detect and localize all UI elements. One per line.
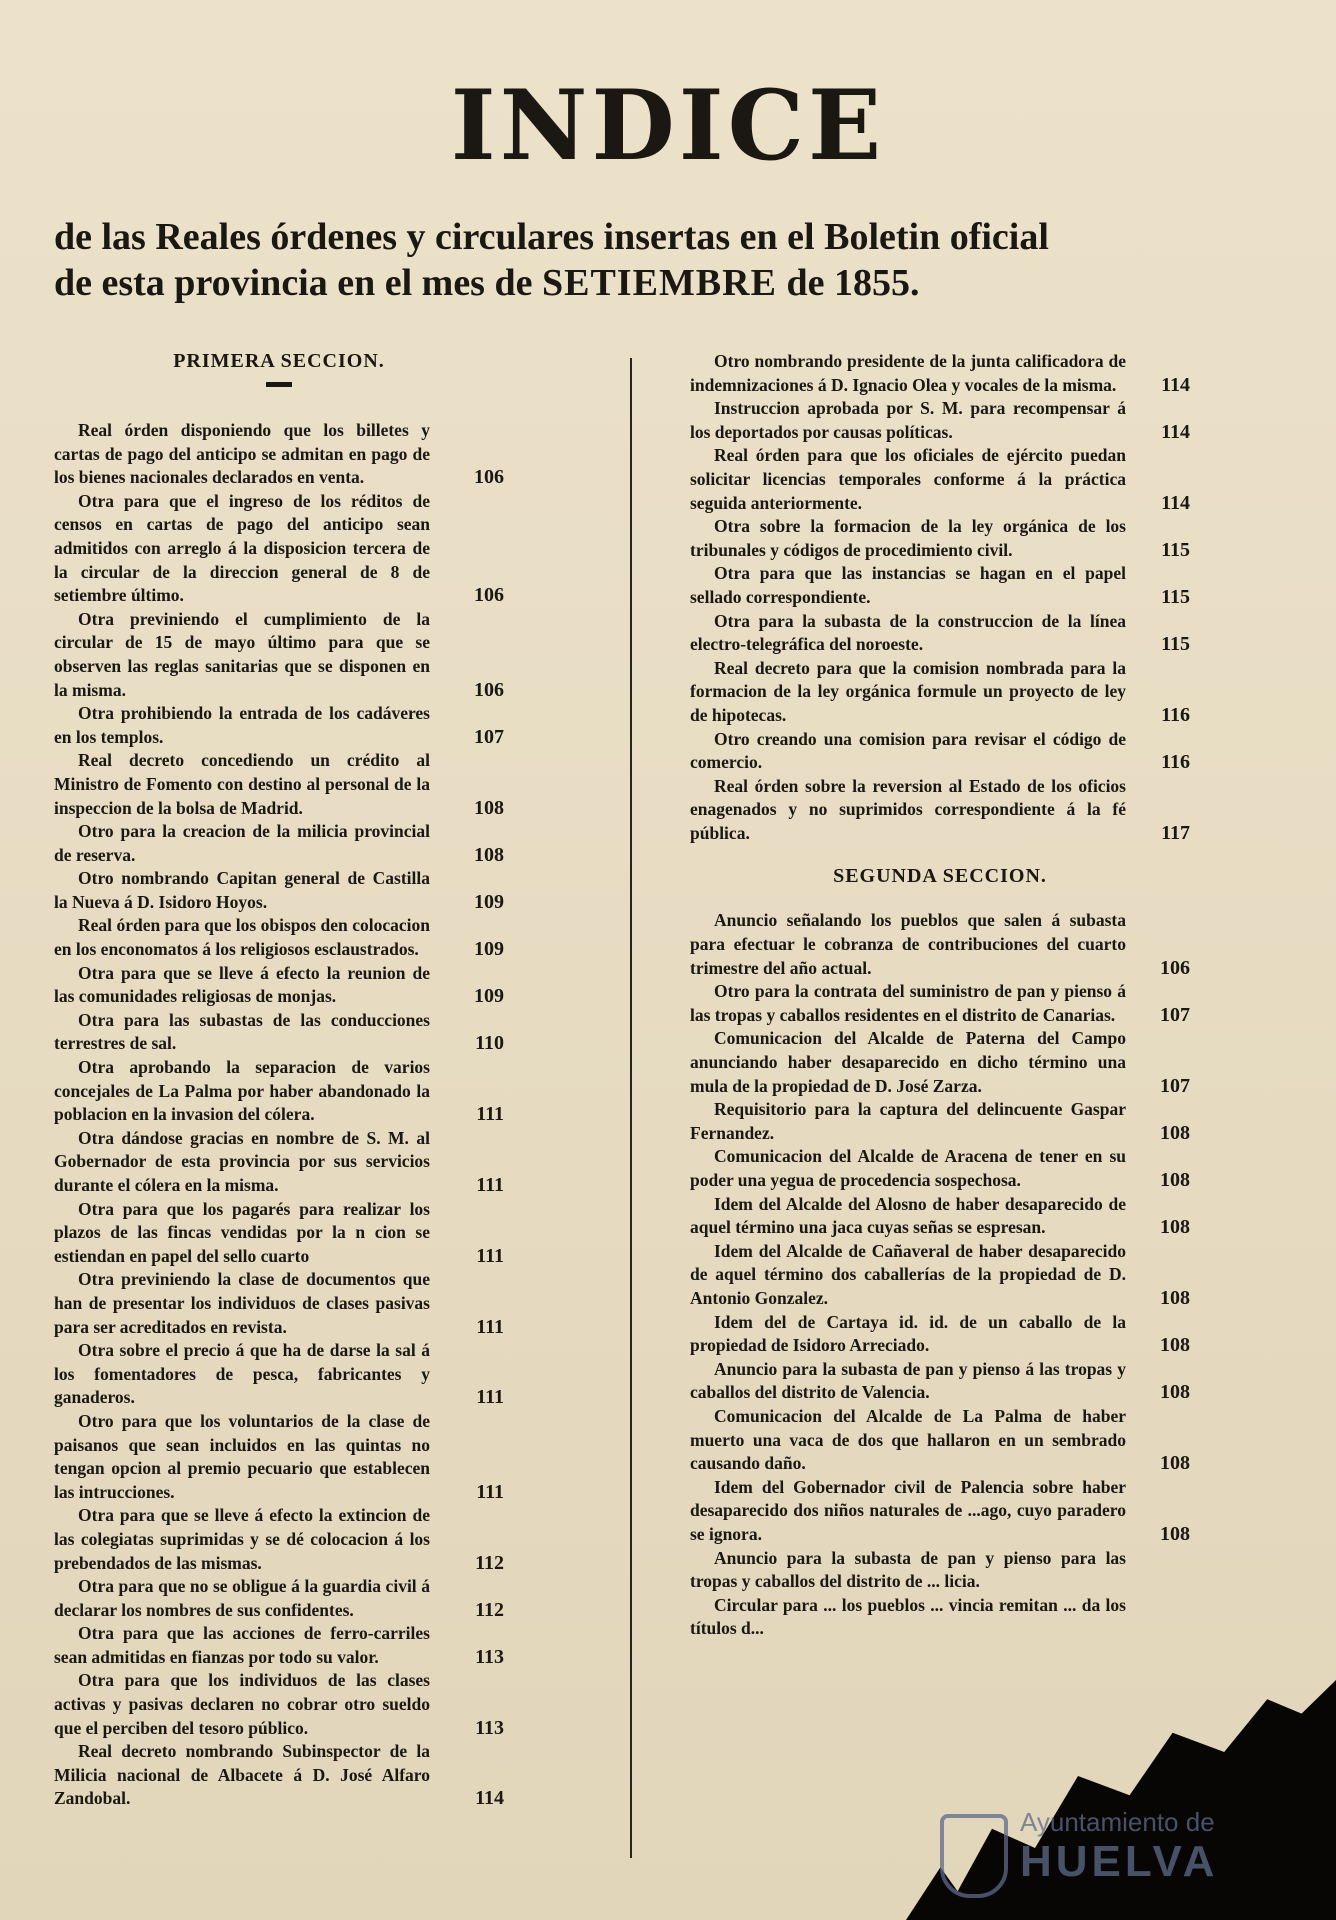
- index-entry: [54, 914, 504, 961]
- entry-text: Otra para que los pagarés para realizar los plazos de las fincas vendidas por la n cion se estiendan en papel del sello cuarto: [54, 1198, 430, 1266]
- segunda-entry-list: [690, 909, 1190, 1640]
- entry-page-number: 115: [1161, 633, 1190, 656]
- index-entry: [54, 1056, 504, 1127]
- entry-text: Idem del de Cartaya id. id. de un caballo de la propiedad de Isidoro Arreciado.: [690, 1311, 1126, 1356]
- entry-page-number: 112: [475, 1551, 504, 1574]
- entry-text: Anuncio señalando los pueblos que salen á subasta para efectuar le cobranza de contribuciones del cuarto trimestre del año actual.: [690, 910, 1126, 978]
- entry-page-number: 111: [476, 1244, 504, 1267]
- index-entry: [690, 728, 1190, 775]
- index-entry: [690, 610, 1190, 657]
- index-entry: [690, 515, 1190, 562]
- entry-text: Otra para que el ingreso de los réditos de censos en cartas de pago del anticipo sean admitidos con arreglo á la disposicion tercera de la circular de la direccion general de 8 de setiembre último.: [54, 490, 430, 606]
- entry-text: Otro nombrando Capitan general de Castilla la Nueva á D. Isidoro Hoyos.: [54, 868, 430, 912]
- index-entry: [690, 397, 1190, 444]
- entry-page-number: 108: [1160, 1452, 1190, 1475]
- entry-text: Otra para que no se obligue á la guardia civil á declarar los nombres de sus confidentes.: [54, 1576, 430, 1620]
- entry-text: Real órden disponiendo que los billetes y cartas de pago del anticipo se admitan en pago de los bienes nacionales declarados en venta.: [54, 420, 430, 488]
- index-entry: [54, 608, 504, 702]
- document-subtitle: [54, 214, 1284, 306]
- subtitle-line-2: [54, 260, 1284, 306]
- entry-page-number: 116: [1161, 751, 1190, 774]
- index-entry: [690, 1358, 1190, 1405]
- entry-page-number: 111: [476, 1315, 504, 1338]
- column-divider: [630, 358, 632, 1858]
- index-entry: [690, 909, 1190, 980]
- entry-page-number: 111: [476, 1103, 504, 1126]
- entry-page-number: 110: [475, 1032, 504, 1055]
- index-entry: [54, 749, 504, 820]
- entry-text: Otra para la subasta de la construccion de la línea electro-telegráfica del noroeste.: [690, 610, 1126, 655]
- entry-text: Real decreto para que la comision nombrada para la formacion de la ley orgánica formule un proyecto de ley de hipotecas.: [690, 657, 1126, 725]
- index-entry: [690, 1240, 1190, 1311]
- entry-text: Otro creando una comision para revisar el código de comercio.: [690, 728, 1126, 773]
- entry-page-number: 111: [476, 1174, 504, 1196]
- entry-text: Comunicacion del Alcalde de Paterna del Campo anunciando haber desaparecido en dicho término una mula de la propiedad de D. José Zarza.: [690, 1028, 1126, 1096]
- index-entry: [690, 1405, 1190, 1476]
- entry-text: Otro para la creacion de la milicia provincial de reserva.: [54, 821, 430, 865]
- entry-page-number: 108: [1160, 1121, 1190, 1144]
- entry-page-number: 108: [1160, 1334, 1190, 1357]
- entry-page-number: 112: [475, 1598, 504, 1621]
- entry-page-number: 108: [1160, 1286, 1190, 1309]
- subtitle-year: de 1855.: [786, 262, 920, 304]
- entry-text: Otra para que las acciones de ferro-carriles sean admitidas en fianzas por todo su valor.: [54, 1623, 430, 1667]
- entry-page-number: 114: [1161, 491, 1190, 514]
- entry-text: Otro para la contrata del suministro de pan y pienso á las tropas y caballos residentes en el distrito de Canarias.: [690, 981, 1126, 1025]
- entry-text: Otra aprobando la separacion de varios concejales de La Palma por haber abandonado la poblacion en la invasion del cólera.: [54, 1057, 430, 1125]
- primera-entry-list: [54, 419, 504, 1811]
- index-entry: [54, 962, 504, 1009]
- index-entry: [690, 1594, 1190, 1641]
- entry-page-number: 106: [474, 678, 504, 701]
- entry-page-number: 115: [1161, 585, 1190, 608]
- entry-page-number: 114: [475, 1787, 504, 1810]
- subtitle-line-2-a: de esta provincia en el mes de: [54, 262, 533, 304]
- entry-page-number: 107: [1160, 1074, 1190, 1097]
- index-entry: [690, 775, 1190, 846]
- index-entry: [690, 980, 1190, 1027]
- entry-page-number: 116: [1161, 703, 1190, 726]
- entry-text: Otra previniendo la clase de documentos que han de presentar los individuos de clases pasivas para ser acreditados en revista.: [54, 1269, 430, 1337]
- entry-text: Otra para que se lleve á efecto la reunion de las comunidades religiosas de monjas.: [54, 962, 430, 1007]
- section-title-segunda: SEGUNDA SECCION.: [833, 865, 1047, 888]
- entry-text: Real decreto concediendo un crédito al Ministro de Fomento con destino al personal de la inspeccion de la bolsa de Madrid.: [54, 750, 430, 818]
- index-entry: [54, 702, 504, 749]
- index-entry: [54, 1009, 504, 1056]
- entry-text: Comunicacion del Alcalde de La Palma de haber muerto una vaca de dos que hallaron en un sembrado causando daño.: [690, 1405, 1126, 1474]
- entry-page-number: 109: [474, 890, 504, 913]
- entry-page-number: 108: [1160, 1169, 1190, 1191]
- entry-page-number: 111: [476, 1480, 504, 1503]
- entry-text: Idem del Alcalde de Cañaveral de haber desaparecido de aquel término dos caballerías de la propiedad de D. Antonio Gonzalez.: [690, 1240, 1126, 1308]
- watermark: [1020, 1808, 1320, 1888]
- entry-text: Anuncio para la subasta de pan y pienso para las tropas y caballos del distrito de ... licia.: [690, 1547, 1126, 1592]
- entry-text: Real decreto nombrando Subinspector de la Milicia nacional de Albacete á D. José Alfaro Zandobal.: [54, 1741, 430, 1809]
- entry-page-number: 108: [474, 796, 504, 819]
- entry-text: Idem del Alcalde del Alosno de haber desaparecido de aquel término una jaca cuyas señas se espresan.: [690, 1193, 1126, 1238]
- entry-text: Otra para las subastas de las conducciones terrestres de sal.: [54, 1009, 430, 1054]
- index-entry: [54, 1669, 504, 1740]
- entry-text: Anuncio para la subasta de pan y pienso á las tropas y caballos del distrito de Valencia.: [690, 1358, 1126, 1403]
- index-entry: [54, 820, 504, 867]
- entry-text: Requisitorio para la captura del delincuente Gaspar Fernandez.: [690, 1099, 1126, 1143]
- index-entry: [54, 1198, 504, 1269]
- entry-text: Real órden para que los oficiales de ejército puedan solicitar licencias temporales conforme á la práctica seguida anteriormente.: [690, 445, 1126, 513]
- entry-text: Otra dándose gracias en nombre de S. M. al Gobernador de esta provincia por sus servicios durante el cólera en la misma.: [54, 1127, 430, 1195]
- entry-text: Real órden sobre la reversion al Estado de los oficios enagenados y no suprimidos correspondiente á la fé pública.: [690, 775, 1126, 843]
- entry-text: Otra para que los individuos de las clases activas y pasivas declaren no cobrar otro sueldo que el perciben del tesoro público.: [54, 1670, 430, 1738]
- entry-page-number: 109: [474, 938, 504, 961]
- index-entry: [690, 350, 1190, 397]
- entry-text: Otro nombrando presidente de la junta calificadora de indemnizaciones á D. Ignacio Olea y vocales de la misma.: [690, 351, 1126, 395]
- entry-page-number: 113: [475, 1716, 504, 1739]
- index-entry: [54, 1504, 504, 1575]
- entry-text: Idem del Gobernador civil de Palencia sobre haber desaparecido dos niños naturales de ...ago, cuyo paradero se ignora.: [690, 1476, 1126, 1544]
- index-entry: [690, 1027, 1190, 1098]
- entry-text: Otra previniendo el cumplimiento de la circular de 15 de mayo último para que se observen las reglas sanitarias que se disponen en la misma.: [54, 608, 430, 700]
- watermark-top: Ayuntamiento de: [1020, 1807, 1215, 1837]
- index-entry: [54, 1127, 504, 1198]
- entry-text: Instruccion aprobada por S. M. para recompensar á los deportados por causas políticas.: [690, 398, 1126, 442]
- index-entry: [690, 1311, 1190, 1358]
- index-entry: [690, 1547, 1190, 1594]
- index-entry: [690, 1476, 1190, 1547]
- index-entry: [54, 1268, 504, 1339]
- index-entry: [54, 1339, 504, 1410]
- index-entry: [690, 562, 1190, 609]
- entry-page-number: 111: [476, 1386, 504, 1409]
- subtitle-month: SETIEMBRE: [541, 262, 777, 304]
- watermark-big: HUELVA: [1020, 1837, 1219, 1886]
- index-entry: [690, 657, 1190, 728]
- primera-cont-entry-list: [690, 350, 1190, 845]
- index-entry: [690, 1098, 1190, 1145]
- entry-page-number: 106: [474, 466, 504, 489]
- entry-page-number: 114: [1161, 420, 1190, 443]
- index-entry: [54, 867, 504, 914]
- entry-page-number: 114: [1161, 373, 1190, 396]
- entry-text: Circular para ... los pueblos ... vincia remitan ... da los títulos d...: [690, 1594, 1126, 1639]
- entry-text: Otra sobre la formacion de la ley orgánica de los tribunales y códigos de procedimiento civil.: [690, 516, 1126, 560]
- section-title-primera: PRIMERA SECCION.: [173, 350, 385, 372]
- entry-page-number: 106: [1160, 956, 1190, 979]
- index-entry: [690, 1145, 1190, 1192]
- entry-text: Otra para que se lleve á efecto la extincion de las colegiatas suprimidas y se dé colocacion á los prebendados de las mismas.: [54, 1505, 430, 1573]
- entry-page-number: 117: [1161, 821, 1190, 844]
- subtitle-line-1: de las Reales órdenes y circulares insertas en el Boletin oficial: [54, 216, 1049, 258]
- index-entry: [54, 490, 504, 608]
- entry-page-number: 107: [1160, 1003, 1190, 1026]
- section-dash: [266, 382, 292, 387]
- entry-text: Otra sobre el precio á que ha de darse la sal á los fomentadores de pesca, fabricantes y ganaderos.: [54, 1340, 430, 1408]
- entry-page-number: 108: [1160, 1216, 1190, 1239]
- index-entry: [54, 1575, 504, 1622]
- right-column: [690, 350, 1190, 1641]
- entry-page-number: 108: [1160, 1522, 1190, 1545]
- entry-text: Real órden para que los obispos den colocacion en los enconomatos á los religiosos esclaustrados.: [54, 915, 430, 960]
- shield-icon: [940, 1814, 1008, 1898]
- entry-page-number: 108: [474, 843, 504, 866]
- entry-page-number: 108: [1160, 1381, 1190, 1404]
- index-entry: [54, 419, 504, 490]
- entry-page-number: 109: [474, 985, 504, 1008]
- entry-page-number: 107: [474, 725, 504, 748]
- index-entry: [54, 1740, 504, 1811]
- entry-text: Comunicacion del Alcalde de Aracena de tener en su poder una yegua de procedencia sospechosa.: [690, 1146, 1126, 1190]
- entry-page-number: 113: [475, 1645, 504, 1668]
- entry-page-number: 115: [1161, 538, 1190, 561]
- left-column: [54, 350, 504, 1811]
- entry-text: Otra para que las instancias se hagan en el papel sellado correspondiente.: [690, 563, 1126, 607]
- index-entry: [54, 1410, 504, 1504]
- index-entry: [690, 1193, 1190, 1240]
- entry-page-number: 106: [474, 584, 504, 607]
- document-title: INDICE: [450, 69, 886, 182]
- entry-text: Otra prohibiendo la entrada de los cadáveres en los templos.: [54, 703, 430, 747]
- index-entry: [54, 1622, 504, 1669]
- entry-text: Otro para que los voluntarios de la clase de paisanos que sean incluidos en las quintas no tengan opcion al premio pecuario que establecen las intrucciones.: [54, 1410, 430, 1502]
- index-entry: [690, 444, 1190, 515]
